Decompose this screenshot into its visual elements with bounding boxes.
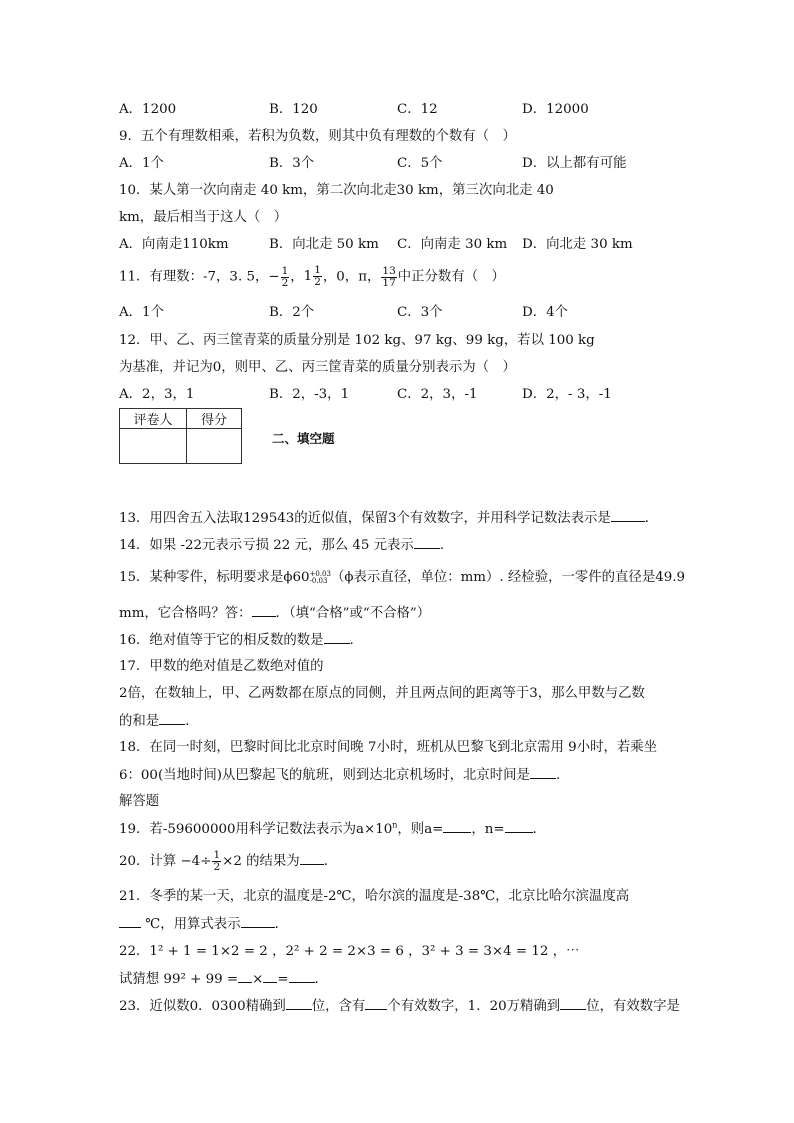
q23	[119, 997, 680, 1016]
q9-option-c: C．5个	[397, 156, 443, 171]
q11-stem-mid1: ，	[290, 269, 304, 285]
q11-stem-post: 中正分数有（ ）	[397, 269, 505, 285]
score-table-grader-cell[interactable]	[120, 429, 187, 464]
q20-fraction: $\frac{1}{2}$	[213, 849, 221, 873]
q15-pre: 15．某种零件，标明要求是ϕ60	[119, 570, 310, 585]
q12-option-c: C．2，3，-1	[397, 387, 478, 402]
q10-stem-line1: 10．某人第一次向南走 40 km，第二次向北走30 km，第三次向北走 40	[119, 183, 554, 198]
q11-option-a: A．1个	[119, 305, 164, 320]
q21-line2: ℃，用算式表示 ．	[119, 915, 288, 934]
q16-answer-blank[interactable]	[324, 631, 350, 644]
q11-stem-mid2: ，0，π，	[322, 269, 381, 285]
q12-stem-line2: 为基准，并记为0，则甲、乙、丙三筐青菜的质量分别表示为（ ）	[119, 360, 516, 375]
q9-option-d: D．以上都有可能	[522, 156, 627, 171]
q9-stem: 9．五个有理数相乘，若积为负数，则其中负有理数的个数有（ ）	[119, 129, 516, 144]
q14: 14．如果 -22元表示亏损 22 元，那么 45 元表示 ．	[119, 538, 454, 553]
q21-difference-blank[interactable]	[119, 915, 141, 928]
q23-p4: 位，有效数字是	[586, 999, 680, 1014]
q11-stem-pre: 11．有理数：-7，3. 5，−	[119, 269, 280, 285]
q22-line2-pre: 试猜想 99² + 99 =	[119, 972, 239, 987]
q18-line2-text: 6：00(当地时间)从巴黎起飞的航班，则到达北京机场时，北京时间是	[119, 768, 530, 783]
q23-p2: 位，含有	[311, 999, 366, 1014]
q17-line3: 的和是 .	[119, 714, 190, 729]
q19-mid: ，则a=	[397, 822, 444, 837]
q10-option-d: D．向北走 30 km	[522, 237, 633, 252]
q23-precision-blank[interactable]	[286, 997, 312, 1010]
q11-stem	[119, 262, 505, 293]
score-table-grader-header: 评卷人	[120, 409, 187, 429]
q22-factor2-blank[interactable]	[263, 970, 277, 983]
q18-line1: 18．在同一时刻，巴黎时间比北京时间晚 7小时，班机从巴黎飞到北京需用 9小时，若乘坐	[119, 740, 658, 755]
q21-line2-text: ℃，用算式表示	[145, 917, 241, 932]
q17-line2: 2倍，在数轴上，甲、乙两数都在原点的同侧，并且两点间的距离等于3，那么甲数与乙数	[119, 686, 645, 701]
q8-option-a: A．1200	[119, 102, 177, 117]
q15-tolerance: +0.03 -0.03	[309, 569, 331, 585]
q18-answer-blank[interactable]	[530, 766, 556, 779]
score-table-score-cell[interactable]	[187, 429, 242, 464]
q23-precision2-blank[interactable]	[560, 997, 586, 1010]
q22-equals: =	[277, 972, 289, 987]
q13: 13．用四舍五入法取129543的近似值，保留3个有效数字，并用科学记数法表示是 ．	[119, 511, 659, 526]
q22-times: ×	[252, 972, 264, 987]
q12-option-b: B．2，-3，1	[269, 387, 350, 402]
score-table-score-header: 得分	[187, 409, 242, 429]
q22-line2: 试猜想 99² + 99 = × = ．	[119, 972, 328, 987]
q14-text: 14．如果 -22元表示亏损 22 元，那么 45 元表示	[119, 538, 414, 553]
q8-option-b: B．120	[269, 102, 318, 117]
q19-mid2: ，n=	[471, 822, 505, 837]
q15-post: （ϕ表示直径，单位：mm）. 经检验，一零件的直径是49.9	[330, 570, 686, 585]
q15-line2-pre: mm，它合格吗？答：	[119, 606, 252, 621]
score-table	[119, 408, 242, 464]
q20-post: ×2 的结果为	[222, 854, 300, 869]
q21-formula-blank[interactable]	[241, 915, 275, 928]
q10-option-a: A．向南走110km	[119, 237, 229, 252]
q11-fraction-half: $\frac{1}{2}$	[281, 264, 289, 289]
q10-option-c: C．向南走 30 km	[397, 237, 508, 252]
q12-option-d: D．2，- 3，-1	[522, 387, 612, 402]
q15-line1	[119, 566, 685, 590]
q20: 20．计算 −4÷ $\frac{1}{2}$ ×2 的结果为 ．	[119, 849, 338, 873]
q19-exponent: n	[392, 820, 398, 830]
q10-option-b: B．向北走 50 km	[269, 237, 379, 252]
q11-fraction-13-17: $\frac{13}{17}$	[382, 264, 396, 289]
q15-line2: mm，它合格吗？答： ．（填“合格”或“不合格”）	[119, 606, 431, 621]
q21-line1: 21．冬季的某一天，北京的温度是-2℃，哈尔滨的温度是-38℃，北京比哈尔滨温度高	[119, 889, 630, 904]
q16-text: 16．绝对值等于它的相反数的数是	[119, 633, 324, 648]
q16: 16．绝对值等于它的相反数的数是 .	[119, 633, 354, 648]
q8-option-c: C．12	[397, 102, 438, 117]
q17-line3-text: 的和是	[119, 714, 160, 729]
q18-line2: 6：00(当地时间)从巴黎起飞的航班，则到达北京机场时，北京时间是 .	[119, 768, 561, 783]
q23-sigfig-blank[interactable]	[365, 997, 387, 1010]
q11-option-c: C．3个	[397, 305, 443, 320]
q19-pre: 19．若-59600000用科学记数法表示为a×10	[119, 822, 393, 837]
q8-option-d: D．12000	[522, 102, 589, 117]
q13-text: 13．用四舍五入法取129543的近似值，保留3个有效数字，并用科学记数法表示是	[119, 511, 611, 526]
q9-option-a: A．1个	[119, 156, 164, 171]
q19-a-blank[interactable]	[443, 820, 471, 833]
q14-answer-blank[interactable]	[414, 536, 440, 549]
q22-result-blank[interactable]	[289, 970, 315, 983]
q15-line2-post: （填“合格”或“不合格”）	[288, 606, 431, 621]
q11-mixed-number: 1 $\frac{1}{2}$	[303, 264, 321, 288]
q23-p1: 23．近似数0．0300精确到	[119, 999, 286, 1014]
q19-n-blank[interactable]	[505, 820, 533, 833]
q10-stem-line2: km，最后相当于这人（ ）	[119, 210, 288, 225]
q20-answer-blank[interactable]	[300, 852, 324, 865]
q17-line1: 17．甲数的绝对值是乙数绝对值的	[119, 659, 324, 674]
section2-title: 二、填空题	[272, 431, 335, 446]
q11-option-d: D．4个	[522, 305, 569, 320]
q19: 19．若-59600000用科学记数法表示为$a\times 10^n$，则a= ，n= ．	[119, 820, 547, 837]
q22-line1: 22．1² + 1 = 1×2 = 2 ，2² + 2 = 2×3 = 6 ，3² + 3 = 3×4 = 12 ，⋯	[119, 944, 580, 959]
q20-pre: 20．计算 −4÷	[119, 854, 212, 869]
q12-option-a: A．2，3，1	[119, 387, 195, 402]
q15-answer-blank[interactable]	[252, 604, 276, 617]
q22-factor1-blank[interactable]	[238, 970, 252, 983]
section3-title: 解答题	[119, 794, 160, 809]
q9-option-b: B．3个	[269, 156, 315, 171]
q23-p3: 个有效数字，1．20万精确到	[387, 999, 561, 1014]
q13-answer-blank[interactable]	[611, 509, 645, 522]
q11-option-b: B．2个	[269, 305, 315, 320]
q12-stem-line1: 12．甲、乙、丙三筐青菜的质量分别是 102 kg、97 kg、99 kg，若以 100 kg	[119, 333, 595, 348]
q17-answer-blank[interactable]	[159, 712, 185, 725]
